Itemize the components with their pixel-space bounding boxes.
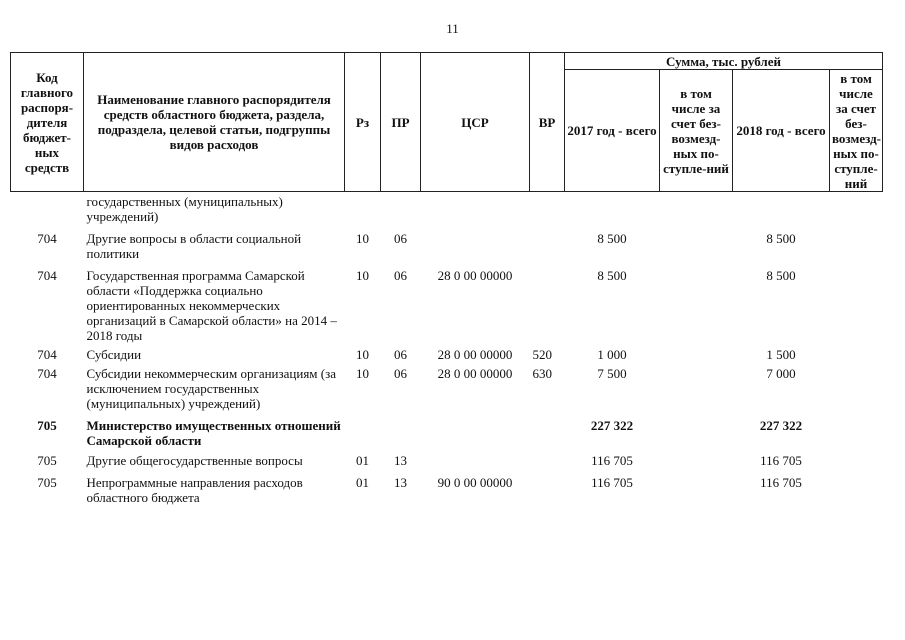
row-sum-2017: 1 000 (597, 347, 627, 362)
row-name: Министерство имущественных отношений Самарской области (86, 418, 341, 448)
page-number: 11 (446, 21, 459, 36)
row-incl-2018 (830, 192, 883, 225)
row-vr (530, 192, 565, 225)
row-incl-2017 (660, 362, 733, 411)
row-sum-2017: 116 705 (591, 475, 633, 490)
row-code (11, 192, 84, 225)
row-sum-2017: 7 500 (597, 366, 627, 381)
row-incl-2018 (830, 224, 883, 261)
row-sum-2018: 116 705 (760, 475, 802, 490)
row-incl-2017 (660, 448, 733, 468)
row-incl-2018 (830, 468, 883, 505)
row-sum-2018: 116 705 (760, 453, 802, 468)
budget-table (10, 52, 883, 505)
row-csr: 90 0 00 00000 (437, 475, 513, 490)
row-code: 705 (37, 453, 57, 468)
row-rz: 01 (356, 453, 369, 468)
row-sum-2018: 7 000 (766, 366, 796, 381)
row-csr (421, 192, 530, 225)
row-pr (381, 192, 421, 225)
row-pr: 06 (394, 268, 407, 283)
row-incl-2017 (660, 411, 733, 448)
row-csr: 28 0 00 00000 (437, 366, 513, 381)
row-vr (530, 224, 565, 261)
row-pr: 06 (394, 366, 407, 381)
row-sum-2017 (565, 192, 660, 225)
row-code: 705 (37, 418, 57, 433)
row-incl-2018 (830, 411, 883, 448)
table-row (11, 468, 883, 505)
row-name: Субсидии (86, 347, 142, 362)
table-row (11, 261, 883, 343)
row-incl-2017 (660, 468, 733, 505)
row-pr: 06 (394, 347, 407, 362)
table-row (11, 192, 883, 225)
header-sum: Сумма, тыс. рублей (565, 53, 883, 70)
table-row (11, 343, 883, 362)
header-incl-2018: в том числе за счет без-возмезд-ных по-ступле-ний (830, 70, 883, 192)
row-name: Государственная программа Самарской области «Поддержка социально ориентированных некоммерческих организаций в Самарской области» на 2014 – 2018 годы (86, 268, 337, 343)
row-code: 704 (37, 366, 57, 381)
row-pr (381, 411, 421, 448)
row-incl-2018 (830, 261, 883, 343)
table-body (11, 192, 883, 506)
header-name: Наименование главного распорядителя средств областного бюджета, раздела, подраздела, целевой статьи, подгруппы видов расходов (84, 53, 345, 192)
row-sum-2017: 116 705 (591, 453, 633, 468)
row-rz: 01 (356, 475, 369, 490)
row-incl-2018 (830, 362, 883, 411)
row-csr: 28 0 00 00000 (437, 268, 513, 283)
row-pr: 13 (394, 475, 407, 490)
row-rz: 10 (356, 366, 369, 381)
row-code: 705 (37, 475, 57, 490)
row-code: 704 (37, 347, 57, 362)
header-incl-2017: в том числе за счет без-возмезд-ных по-ступле-ний (660, 70, 733, 192)
row-name: Непрограммные направления расходов областного бюджета (86, 475, 303, 505)
table-row (11, 448, 883, 468)
header-total-2018: 2018 год - всего (733, 70, 830, 192)
row-vr (530, 411, 565, 448)
row-code: 704 (37, 268, 57, 283)
row-pr: 13 (394, 453, 407, 468)
header-csr: ЦСР (421, 53, 530, 192)
row-sum-2018: 8 500 (766, 268, 796, 283)
row-vr: 520 (532, 347, 552, 362)
row-rz (345, 411, 381, 448)
row-vr (530, 448, 565, 468)
row-csr: 28 0 00 00000 (437, 347, 513, 362)
row-incl-2018 (830, 343, 883, 362)
row-sum-2018: 8 500 (766, 231, 796, 246)
table-row (11, 411, 883, 448)
header-pr: ПР (381, 53, 421, 192)
header-vr: ВР (530, 53, 565, 192)
row-incl-2017 (660, 192, 733, 225)
row-incl-2017 (660, 343, 733, 362)
row-name: Другие вопросы в области социальной политики (86, 231, 302, 261)
row-sum-2017: 8 500 (597, 231, 627, 246)
row-csr (421, 411, 530, 448)
row-name: государственных (муниципальных) учреждений) (86, 194, 283, 224)
row-incl-2018 (830, 448, 883, 468)
header-code: Код главного распоря-дителя бюджет-ных средств (11, 53, 84, 192)
row-sum-2018: 227 322 (759, 418, 803, 433)
row-name: Другие общегосударственные вопросы (86, 453, 303, 468)
row-pr: 06 (394, 231, 407, 246)
row-rz: 10 (356, 231, 369, 246)
row-rz (345, 192, 381, 225)
row-incl-2017 (660, 261, 733, 343)
row-vr: 630 (532, 366, 552, 381)
row-vr (530, 261, 565, 343)
row-name: Субсидии некоммерческим организациям (за исключением государственных (муниципальных) учреждений) (86, 366, 337, 411)
row-incl-2017 (660, 224, 733, 261)
row-vr (530, 468, 565, 505)
row-rz: 10 (356, 347, 369, 362)
row-csr (421, 224, 530, 261)
row-csr (421, 448, 530, 468)
row-code: 704 (37, 231, 57, 246)
row-sum-2017: 227 322 (590, 418, 634, 433)
table-row (11, 224, 883, 261)
table-row (11, 362, 883, 411)
row-rz: 10 (356, 268, 369, 283)
row-sum-2018 (733, 192, 830, 225)
header-rz: Рз (345, 53, 381, 192)
row-sum-2018: 1 500 (766, 347, 796, 362)
row-sum-2017: 8 500 (597, 268, 627, 283)
header-total-2017: 2017 год - всего (565, 70, 660, 192)
table-header (11, 53, 883, 192)
